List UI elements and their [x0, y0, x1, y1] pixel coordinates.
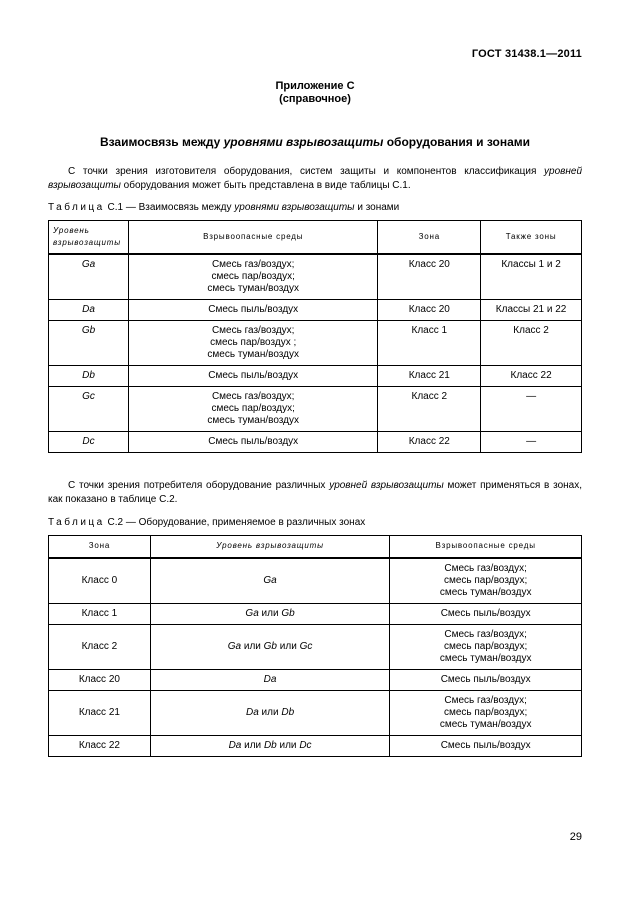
level-code: Da	[228, 739, 242, 751]
cell-line: Смесь пыль/воздух	[208, 370, 299, 381]
table-2-header-media: Взрывоопасные среды	[390, 536, 582, 558]
level-connector: или	[241, 739, 264, 751]
table-2-row	[49, 669, 582, 690]
cell-line: смесь пар/воздух ;	[210, 337, 297, 348]
level-code: Ga	[245, 607, 259, 619]
cell-line: Смесь пыль/воздух	[208, 436, 299, 447]
cell-line: Смесь пыль/воздух	[208, 304, 299, 315]
heading-italic: уровнями взрывозащиты	[223, 135, 384, 149]
levels-cell	[150, 603, 390, 624]
cell-line: Смесь газ/воздух;	[211, 259, 295, 270]
paragraph-2-italic: уровней взрывозащиты	[329, 480, 444, 491]
cell-line: смесь пар/воздух;	[211, 271, 295, 282]
zone-cell: Класс 21	[49, 690, 151, 735]
level-code: Gb	[281, 607, 295, 619]
level-code: Da	[263, 673, 277, 685]
table-2-row	[49, 558, 582, 604]
document-code: ГОСТ 31438.1—2011	[471, 48, 582, 60]
cell-line: Смесь газ/воздух;	[211, 391, 295, 402]
also-zones-cell: Классы 21 и 22	[481, 300, 582, 321]
zone-cell: Класс 1	[378, 321, 481, 366]
level-code: Da	[245, 706, 259, 718]
table-1-row	[49, 387, 582, 432]
table-1-row	[49, 254, 582, 300]
table-2-caption-rest: С.2 — Оборудование, применяемое в различных зонах	[104, 517, 366, 528]
levels-cell	[150, 669, 390, 690]
table-1-header-media: Взрывоопасные среды	[128, 221, 377, 255]
media-cell	[128, 321, 377, 366]
media-cell	[128, 300, 377, 321]
table-2-row	[49, 735, 582, 756]
cell-line: Смесь газ/воздух;	[444, 562, 527, 574]
level-cell: Gc	[49, 387, 129, 432]
cell-line: Смесь пыль/воздух	[440, 739, 531, 751]
table-1-caption-italic: уровнями взрывозащиты	[234, 202, 355, 213]
cell-line: смесь пар/воздух;	[211, 403, 295, 414]
paragraph-2-before: С точки зрения потребителя оборудование различных	[68, 480, 330, 491]
table-2-header-zone: Зона	[49, 536, 151, 558]
table-1-row	[49, 300, 582, 321]
table-2-row	[49, 603, 582, 624]
section-heading	[0, 135, 630, 149]
cell-line: Смесь газ/воздух;	[444, 694, 527, 706]
level-connector: или	[258, 607, 282, 619]
table-2-row	[49, 690, 582, 735]
zone-cell: Класс 1	[49, 603, 151, 624]
table-2-caption-word: Таблица	[48, 517, 105, 528]
cell-line: Смесь газ/воздух;	[444, 628, 527, 640]
table-1-caption-after: и зонами	[354, 202, 400, 213]
also-zones-cell: Классы 1 и 2	[481, 254, 582, 300]
level-connector: или	[258, 706, 282, 718]
levels-cell	[150, 624, 390, 669]
cell-line: Смесь пыль/воздух	[440, 673, 531, 685]
paragraph-1-before: С точки зрения изготовителя оборудования, систем защиты и компонентов классификация	[68, 166, 545, 177]
table-2-row	[49, 624, 582, 669]
table-1	[48, 220, 582, 453]
media-cell	[128, 432, 377, 453]
also-zones-cell: Класс 22	[481, 366, 582, 387]
level-connector: или	[241, 640, 264, 652]
media-cell	[128, 387, 377, 432]
media-cell	[128, 366, 377, 387]
table-1-row	[49, 321, 582, 366]
table-2-header-row	[49, 536, 582, 558]
media-cell	[128, 254, 377, 300]
table-2-header-level: Уровень взрывозащиты	[150, 536, 390, 558]
table-1-body	[49, 254, 582, 453]
table-2-body	[49, 558, 582, 757]
cell-line: смесь пар/воздух;	[443, 574, 528, 586]
appendix-subtitle: (справочное)	[279, 93, 351, 105]
zone-cell: Класс 21	[378, 366, 481, 387]
heading-prefix: Взаимосвязь между	[99, 135, 224, 149]
level-code: Gb	[263, 640, 277, 652]
paragraph-1-after: оборудования может быть представлена в виде таблицы С.1.	[120, 180, 411, 191]
level-code: Dc	[299, 739, 312, 751]
level-cell: Gb	[49, 321, 129, 366]
paragraph-2	[48, 479, 582, 507]
cell-line: смесь туман/воздух	[207, 283, 299, 294]
media-cell	[390, 735, 582, 756]
level-cell: Db	[49, 366, 129, 387]
paragraph-2-after: может применяться в зонах, как показано в таблице С.2.	[48, 480, 582, 505]
table-1-header-zone: Зона	[378, 221, 481, 255]
table-1-row	[49, 432, 582, 453]
table-1-row	[49, 366, 582, 387]
levels-cell	[150, 558, 390, 604]
zone-cell: Класс 20	[378, 300, 481, 321]
media-cell	[390, 669, 582, 690]
media-cell	[390, 558, 582, 604]
paragraph-1	[48, 165, 582, 193]
zone-cell: Класс 2	[49, 624, 151, 669]
zone-cell: Класс 0	[49, 558, 151, 604]
cell-line: смесь туман/воздух	[207, 415, 299, 426]
level-code: Ga	[227, 640, 242, 652]
level-code: Db	[263, 739, 277, 751]
cell-line: смесь туман/воздух	[439, 652, 532, 664]
media-cell	[390, 624, 582, 669]
cell-line: Смесь пыль/воздух	[440, 607, 531, 619]
level-connector: или	[277, 640, 300, 652]
table-1-header-row	[49, 221, 582, 255]
cell-line: смесь туман/воздух	[439, 718, 532, 730]
levels-cell	[150, 690, 390, 735]
zone-cell: Класс 22	[378, 432, 481, 453]
level-connector: или	[276, 739, 300, 751]
appendix-title: Приложение С	[275, 80, 355, 92]
cell-line: смесь туман/воздух	[439, 586, 532, 598]
table-2-caption	[48, 517, 365, 528]
table-1-header-level: Уровень взрывозащиты	[49, 221, 129, 255]
cell-line: Смесь газ/воздух;	[211, 325, 295, 336]
zone-cell: Класс 2	[378, 387, 481, 432]
zone-cell: Класс 22	[49, 735, 151, 756]
cell-line: смесь туман/воздух	[207, 349, 299, 360]
media-cell	[390, 690, 582, 735]
table-1-caption-before: С.1 — Взаимосвязь между	[104, 202, 235, 213]
level-code: Ga	[263, 574, 277, 586]
also-zones-cell: Класс 2	[481, 321, 582, 366]
level-cell: Da	[49, 300, 129, 321]
also-zones-cell: —	[481, 387, 582, 432]
table-1-caption-word: Таблица	[48, 202, 105, 213]
level-cell: Dc	[49, 432, 129, 453]
zone-cell: Класс 20	[378, 254, 481, 300]
level-cell: Ga	[49, 254, 129, 300]
table-1-caption	[48, 202, 399, 213]
table-1-header-also: Также зоны	[481, 221, 582, 255]
cell-line: смесь пар/воздух;	[443, 706, 528, 718]
level-code: Db	[281, 706, 295, 718]
appendix-title-block	[0, 80, 630, 106]
level-code: Gc	[299, 640, 313, 652]
zone-cell: Класс 20	[49, 669, 151, 690]
heading-suffix: оборудования и зонами	[383, 135, 531, 149]
levels-cell	[150, 735, 390, 756]
paragraph-1-italic: уровней взрывозащиты	[48, 166, 582, 191]
cell-line: смесь пар/воздух;	[443, 640, 528, 652]
table-2	[48, 535, 582, 757]
media-cell	[390, 603, 582, 624]
page-number: 29	[569, 831, 582, 843]
also-zones-cell: —	[481, 432, 582, 453]
